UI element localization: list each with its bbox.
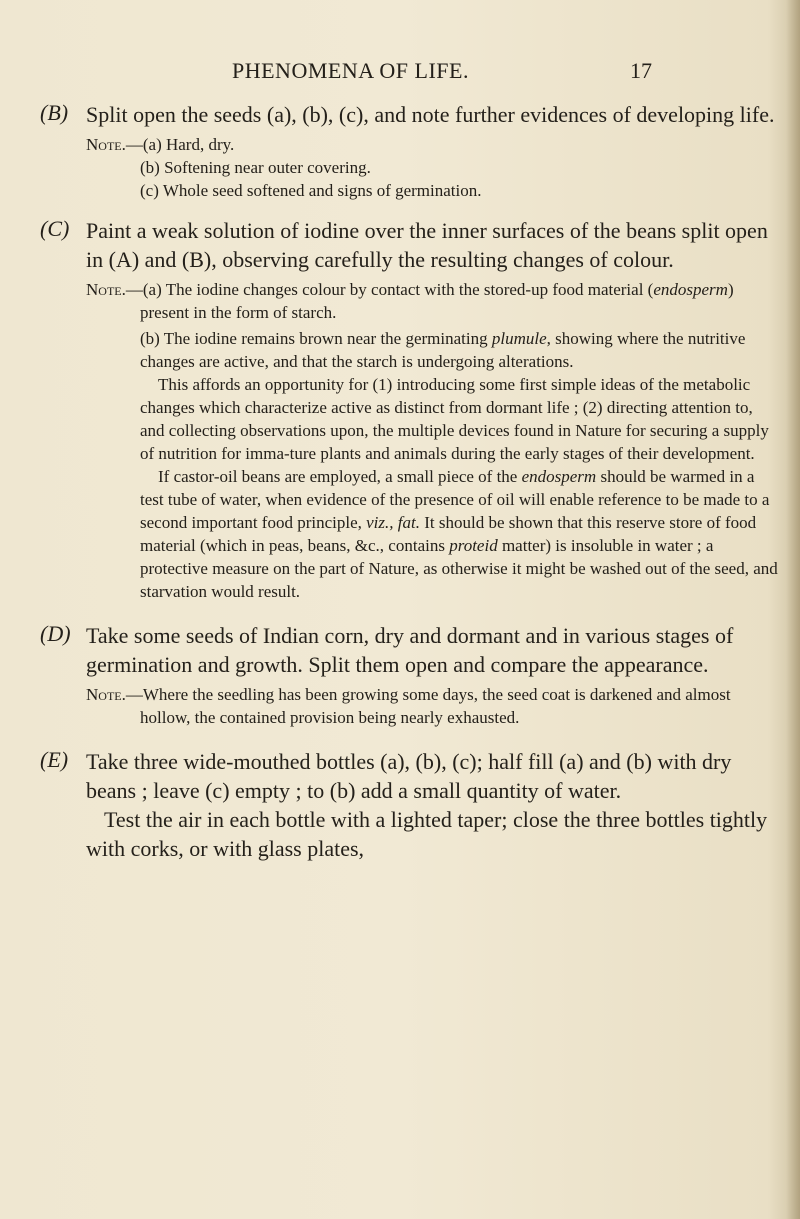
- note-label-b: (b): [140, 158, 160, 177]
- para2-term-fat: viz., fat.: [366, 513, 420, 532]
- para2-term-proteid: proteid: [449, 536, 498, 555]
- section-marker-c: (C): [40, 216, 70, 241]
- page-content: [40, 100, 780, 875]
- note-label-a: (a): [142, 135, 162, 154]
- section-c: [40, 216, 780, 603]
- section-marker-b: (B): [40, 100, 69, 125]
- note-prefix: Note.—: [86, 135, 143, 154]
- note-text: Where the seedling has been growing some days, the seed coat is darkened and almost hollow, the contained provision being nearly exhausted.: [140, 685, 731, 727]
- section-c-note: [86, 278, 780, 603]
- note-text-c: Whole seed softened and signs of germination.: [162, 181, 482, 200]
- note-term-plumule: plumule: [491, 329, 547, 348]
- note-paragraph-castor-oil: [140, 465, 780, 603]
- para2-pre: If castor-oil beans are employed, a small piece of the: [158, 467, 522, 486]
- section-d: [40, 621, 780, 729]
- section-d-note: [86, 683, 780, 729]
- note-text-a-post: ) present in the form of starch.: [140, 280, 734, 322]
- para2-term-endosperm: endosperm: [521, 467, 597, 486]
- note-text-a-pre: The iodine changes colour by contact with the stored-up food material (: [165, 280, 654, 299]
- note-item-b: [140, 156, 780, 179]
- section-e-continuation: Test the air in each bottle with a lighted taper; close the three bottles tightly with corks, or with glass plates,: [86, 807, 768, 861]
- note-text-a: Hard, dry.: [165, 135, 235, 154]
- para2-mid1: should be warmed in a test tube of water, when evidence of the presence of oil will enable reference to be made to a second important food principle,: [140, 467, 770, 532]
- note-paragraph-metabolic: This affords an opportunity for (1) introducing some first simple ideas of the metabolic changes which characterize active as distinct from dormant life ; (2) directing attention to, and collecting observations upon, the multiple devices found in Nature for securing a supply of nutrition for imma-ture plants and animals during the early stages of their development.: [140, 375, 769, 463]
- running-head: PHENOMENA OF LIFE.: [232, 58, 469, 83]
- section-e-instruction: Take three wide-mouthed bottles (a), (b), (c); half fill (a) and (b) with dry beans ; leave (c) empty ; to (b) add a small quantity of water.: [86, 749, 732, 803]
- section-b-note: [86, 133, 780, 202]
- note-label-b: (b): [140, 329, 160, 348]
- note-text-b-pre: The iodine remains brown near the germinating: [163, 329, 492, 348]
- note-text-b-post: , showing where the nutritive changes are active, and that the starch is undergoing alterations.: [140, 329, 746, 371]
- note-prefix: Note.—: [86, 280, 143, 299]
- section-d-instruction: Take some seeds of Indian corn, dry and dormant and in various stages of germination and growth. Split them open and compare the appearance.: [86, 623, 734, 677]
- note-label-c: (c): [140, 181, 159, 200]
- section-b: [40, 100, 780, 202]
- para2-mid2: It should be shown that this reserve store of food material (which in peas, beans, &c., contains: [140, 513, 757, 555]
- section-marker-e: (E): [40, 747, 69, 772]
- page-edge-shadow: [786, 0, 800, 1219]
- section-e: [40, 747, 780, 863]
- para2-post: matter) is insoluble in water ; a protective measure on the part of Nature, as otherwise it might be washed out of the seed, and starvation would result.: [140, 536, 778, 601]
- section-c-instruction: Paint a weak solution of iodine over the inner surfaces of the beans split open in (A) and (B), observing carefully the resulting changes of colour.: [86, 218, 768, 272]
- note-item-a: [86, 278, 780, 324]
- note-item-c: [140, 179, 780, 202]
- note-term-endosperm: endosperm: [653, 280, 728, 299]
- section-marker-d: (D): [40, 621, 71, 646]
- note-label-a: (a): [142, 280, 162, 299]
- note-text-b: Softening near outer covering.: [164, 158, 371, 177]
- note-item-b: [86, 327, 780, 373]
- note-prefix: Note.—: [86, 685, 143, 704]
- section-b-instruction: Split open the seeds (a), (b), (c), and note further evidences of developing life.: [86, 102, 775, 127]
- page-number: 17: [630, 58, 652, 83]
